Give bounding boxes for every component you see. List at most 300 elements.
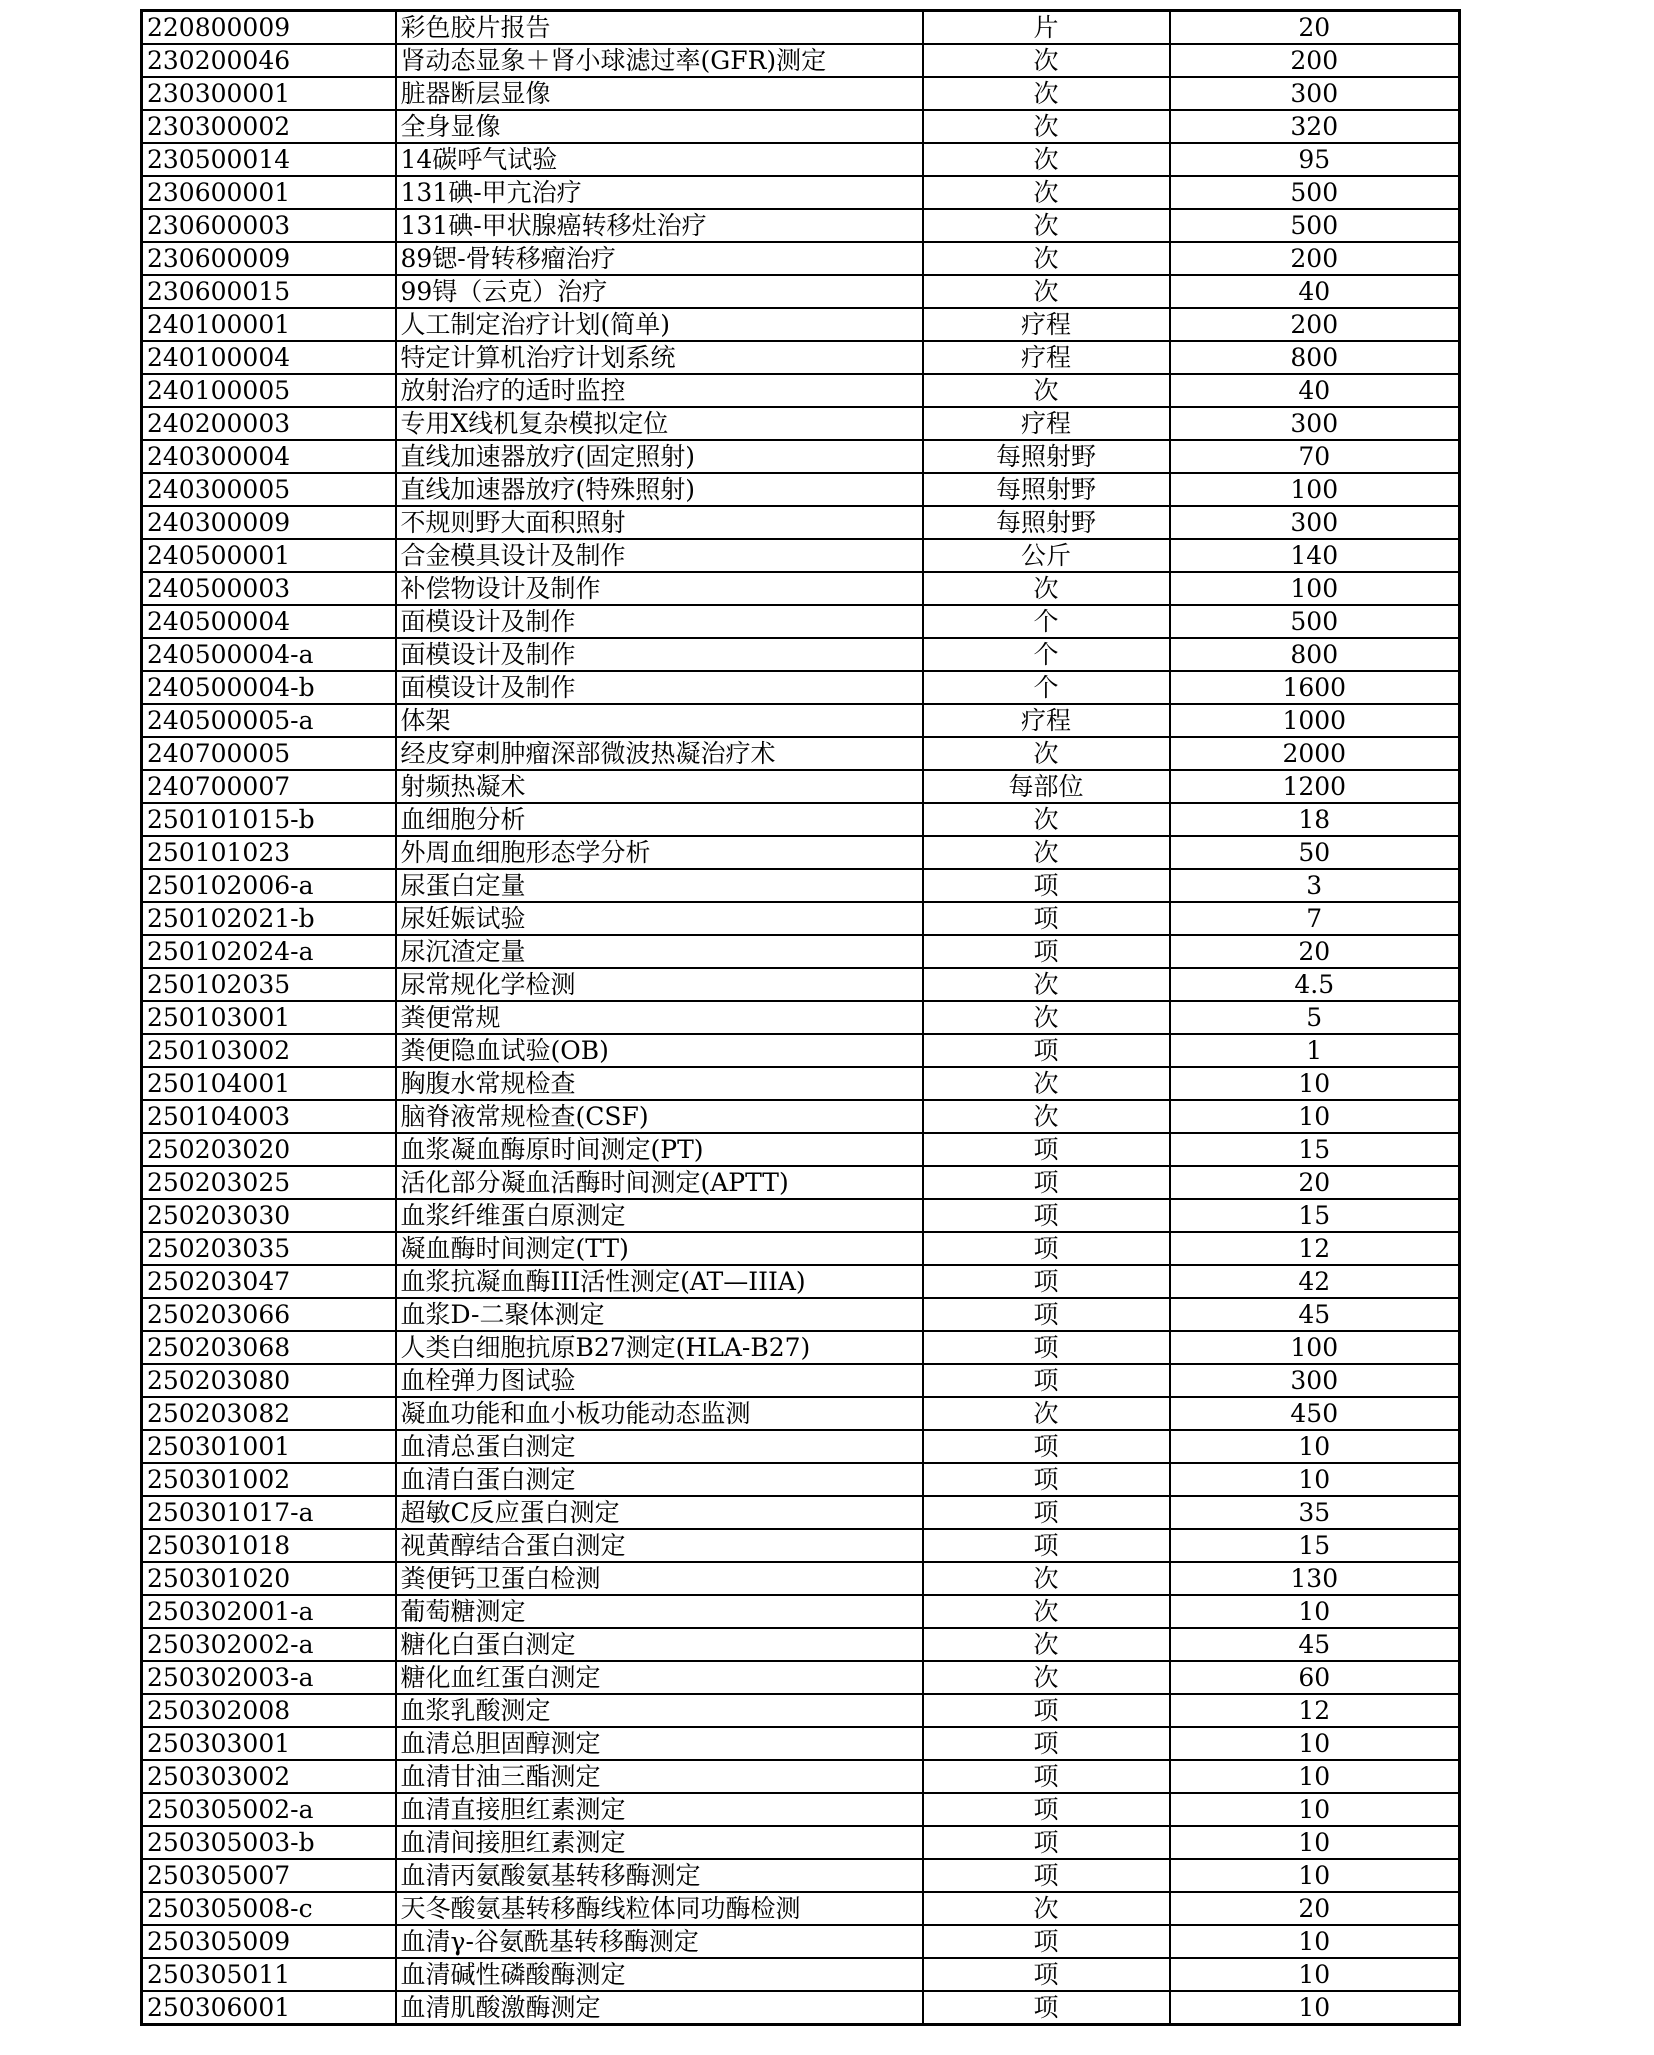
- item-price-cell: 20: [1170, 11, 1460, 45]
- item-code-cell: 230200046: [142, 44, 396, 77]
- table-row: [142, 1760, 1460, 1793]
- table-row: [142, 1133, 1460, 1166]
- item-price-cell: 10: [1170, 1859, 1460, 1892]
- item-code-cell: 250104001: [142, 1067, 396, 1100]
- item-price-cell: 500: [1170, 176, 1460, 209]
- table-row: [142, 1694, 1460, 1727]
- item-name-cell: 血清直接胆红素测定: [396, 1793, 923, 1826]
- item-code-cell: 240300009: [142, 506, 396, 539]
- item-price-cell: 800: [1170, 341, 1460, 374]
- table-row: [142, 1397, 1460, 1430]
- item-name-cell: 人类白细胞抗原B27测定(HLA-B27): [396, 1331, 923, 1364]
- item-price-cell: 100: [1170, 572, 1460, 605]
- item-code-cell: 240300005: [142, 473, 396, 506]
- table-row: [142, 1991, 1460, 2025]
- item-unit-cell: 次: [923, 836, 1170, 869]
- item-price-cell: 10: [1170, 1793, 1460, 1826]
- item-code-cell: 250303001: [142, 1727, 396, 1760]
- table-row: [142, 902, 1460, 935]
- item-name-cell: 专用X线机复杂模拟定位: [396, 407, 923, 440]
- table-row: [142, 803, 1460, 836]
- item-unit-cell: 次: [923, 1067, 1170, 1100]
- table-row: [142, 1562, 1460, 1595]
- item-price-cell: 300: [1170, 77, 1460, 110]
- item-unit-cell: 次: [923, 1892, 1170, 1925]
- item-name-cell: 体架: [396, 704, 923, 737]
- item-code-cell: 250301001: [142, 1430, 396, 1463]
- item-unit-cell: 项: [923, 935, 1170, 968]
- item-name-cell: 胸腹水常规检查: [396, 1067, 923, 1100]
- item-code-cell: 240500004: [142, 605, 396, 638]
- table-row: [142, 1496, 1460, 1529]
- item-unit-cell: 公斤: [923, 539, 1170, 572]
- item-price-cell: 500: [1170, 605, 1460, 638]
- item-price-cell: 130: [1170, 1562, 1460, 1595]
- table-row: [142, 374, 1460, 407]
- item-code-cell: 240500001: [142, 539, 396, 572]
- item-unit-cell: 次: [923, 374, 1170, 407]
- table-row: [142, 1628, 1460, 1661]
- item-price-cell: 15: [1170, 1529, 1460, 1562]
- item-price-cell: 45: [1170, 1628, 1460, 1661]
- item-price-cell: 300: [1170, 1364, 1460, 1397]
- item-code-cell: 230300002: [142, 110, 396, 143]
- item-name-cell: 血清总胆固醇测定: [396, 1727, 923, 1760]
- item-price-cell: 10: [1170, 1595, 1460, 1628]
- item-unit-cell: 次: [923, 44, 1170, 77]
- item-name-cell: 131碘-甲亢治疗: [396, 176, 923, 209]
- item-price-cell: 10: [1170, 1991, 1460, 2025]
- item-code-cell: 250203020: [142, 1133, 396, 1166]
- item-name-cell: 肾动态显象＋肾小球滤过率(GFR)测定: [396, 44, 923, 77]
- table-row: [142, 176, 1460, 209]
- item-price-cell: 10: [1170, 1727, 1460, 1760]
- item-code-cell: 230300001: [142, 77, 396, 110]
- item-code-cell: 250302001-a: [142, 1595, 396, 1628]
- item-unit-cell: 项: [923, 1826, 1170, 1859]
- item-name-cell: 血浆抗凝血酶III活性测定(AT—IIIA): [396, 1265, 923, 1298]
- item-code-cell: 250302008: [142, 1694, 396, 1727]
- item-name-cell: 经皮穿刺肿瘤深部微波热凝治疗术: [396, 737, 923, 770]
- item-name-cell: 尿蛋白定量: [396, 869, 923, 902]
- item-price-cell: 70: [1170, 440, 1460, 473]
- item-unit-cell: 次: [923, 77, 1170, 110]
- item-name-cell: 89锶-骨转移瘤治疗: [396, 242, 923, 275]
- table-row: [142, 11, 1460, 45]
- item-unit-cell: 项: [923, 1925, 1170, 1958]
- item-unit-cell: 项: [923, 1331, 1170, 1364]
- table-row: [142, 770, 1460, 803]
- item-code-cell: 240700007: [142, 770, 396, 803]
- item-name-cell: 视黄醇结合蛋白测定: [396, 1529, 923, 1562]
- item-name-cell: 脏器断层显像: [396, 77, 923, 110]
- item-unit-cell: 每照射野: [923, 440, 1170, 473]
- item-name-cell: 直线加速器放疗(固定照射): [396, 440, 923, 473]
- item-price-cell: 10: [1170, 1430, 1460, 1463]
- item-price-cell: 60: [1170, 1661, 1460, 1694]
- item-name-cell: 面模设计及制作: [396, 605, 923, 638]
- item-price-cell: 10: [1170, 1826, 1460, 1859]
- item-code-cell: 250302002-a: [142, 1628, 396, 1661]
- item-name-cell: 99锝（云克）治疗: [396, 275, 923, 308]
- item-name-cell: 血清丙氨酸氨基转移酶测定: [396, 1859, 923, 1892]
- item-name-cell: 全身显像: [396, 110, 923, 143]
- table-row: [142, 836, 1460, 869]
- item-unit-cell: 疗程: [923, 308, 1170, 341]
- item-name-cell: 尿沉渣定量: [396, 935, 923, 968]
- item-name-cell: 特定计算机治疗计划系统: [396, 341, 923, 374]
- item-code-cell: 250203047: [142, 1265, 396, 1298]
- item-price-cell: 1: [1170, 1034, 1460, 1067]
- item-name-cell: 血清间接胆红素测定: [396, 1826, 923, 1859]
- item-unit-cell: 次: [923, 110, 1170, 143]
- item-unit-cell: 项: [923, 1265, 1170, 1298]
- item-unit-cell: 次: [923, 1001, 1170, 1034]
- item-price-cell: 20: [1170, 935, 1460, 968]
- item-code-cell: 250305002-a: [142, 1793, 396, 1826]
- item-price-cell: 10: [1170, 1925, 1460, 1958]
- table-row: [142, 1034, 1460, 1067]
- table-row: [142, 77, 1460, 110]
- item-name-cell: 糖化血红蛋白测定: [396, 1661, 923, 1694]
- item-price-cell: 20: [1170, 1892, 1460, 1925]
- table-row: [142, 671, 1460, 704]
- item-unit-cell: 次: [923, 242, 1170, 275]
- item-code-cell: 250102024-a: [142, 935, 396, 968]
- item-price-cell: 40: [1170, 374, 1460, 407]
- item-price-cell: 42: [1170, 1265, 1460, 1298]
- item-code-cell: 250203066: [142, 1298, 396, 1331]
- item-name-cell: 血浆纤维蛋白原测定: [396, 1199, 923, 1232]
- table-row: [142, 539, 1460, 572]
- item-code-cell: 250103001: [142, 1001, 396, 1034]
- item-name-cell: 血清白蛋白测定: [396, 1463, 923, 1496]
- item-name-cell: 粪便常规: [396, 1001, 923, 1034]
- item-code-cell: 240500003: [142, 572, 396, 605]
- item-code-cell: 250101015-b: [142, 803, 396, 836]
- item-unit-cell: 疗程: [923, 407, 1170, 440]
- table-row: [142, 572, 1460, 605]
- item-price-cell: 2000: [1170, 737, 1460, 770]
- item-price-cell: 95: [1170, 143, 1460, 176]
- item-unit-cell: 次: [923, 1397, 1170, 1430]
- table-row: [142, 308, 1460, 341]
- item-code-cell: 240200003: [142, 407, 396, 440]
- item-code-cell: 240500005-a: [142, 704, 396, 737]
- item-price-cell: 1200: [1170, 770, 1460, 803]
- item-code-cell: 250203080: [142, 1364, 396, 1397]
- table-row: [142, 44, 1460, 77]
- table-row: [142, 869, 1460, 902]
- table-row: [142, 275, 1460, 308]
- item-name-cell: 血清碱性磷酸酶测定: [396, 1958, 923, 1991]
- item-code-cell: 220800009: [142, 11, 396, 45]
- item-unit-cell: 项: [923, 1463, 1170, 1496]
- item-code-cell: 240500004-b: [142, 671, 396, 704]
- item-name-cell: 尿妊娠试验: [396, 902, 923, 935]
- item-unit-cell: 项: [923, 1232, 1170, 1265]
- table-row: [142, 1430, 1460, 1463]
- item-price-cell: 45: [1170, 1298, 1460, 1331]
- table-row: [142, 1100, 1460, 1133]
- item-price-cell: 100: [1170, 473, 1460, 506]
- item-name-cell: 面模设计及制作: [396, 638, 923, 671]
- item-price-cell: 15: [1170, 1199, 1460, 1232]
- item-code-cell: 250203030: [142, 1199, 396, 1232]
- price-table-body: [142, 11, 1460, 2025]
- item-code-cell: 250305008-c: [142, 1892, 396, 1925]
- price-table: [140, 9, 1461, 2026]
- item-name-cell: 血浆乳酸测定: [396, 1694, 923, 1727]
- table-row: [142, 1529, 1460, 1562]
- item-code-cell: 250301018: [142, 1529, 396, 1562]
- item-unit-cell: 项: [923, 1859, 1170, 1892]
- item-name-cell: 血清肌酸激酶测定: [396, 1991, 923, 2025]
- item-name-cell: 血栓弹力图试验: [396, 1364, 923, 1397]
- table-row: [142, 1067, 1460, 1100]
- item-price-cell: 35: [1170, 1496, 1460, 1529]
- table-row: [142, 341, 1460, 374]
- item-price-cell: 140: [1170, 539, 1460, 572]
- item-unit-cell: 项: [923, 1793, 1170, 1826]
- item-price-cell: 40: [1170, 275, 1460, 308]
- item-price-cell: 300: [1170, 407, 1460, 440]
- item-code-cell: 240100004: [142, 341, 396, 374]
- table-row: [142, 1826, 1460, 1859]
- table-row: [142, 1199, 1460, 1232]
- item-name-cell: 尿常规化学检测: [396, 968, 923, 1001]
- item-unit-cell: 个: [923, 638, 1170, 671]
- item-name-cell: 粪便钙卫蛋白检测: [396, 1562, 923, 1595]
- table-row: [142, 1166, 1460, 1199]
- table-row: [142, 1001, 1460, 1034]
- table-row: [142, 1925, 1460, 1958]
- item-unit-cell: 项: [923, 1760, 1170, 1793]
- item-unit-cell: 项: [923, 1727, 1170, 1760]
- item-unit-cell: 疗程: [923, 704, 1170, 737]
- table-row: [142, 1958, 1460, 1991]
- item-price-cell: 100: [1170, 1331, 1460, 1364]
- item-price-cell: 15: [1170, 1133, 1460, 1166]
- item-name-cell: 粪便隐血试验(OB): [396, 1034, 923, 1067]
- item-unit-cell: 项: [923, 1199, 1170, 1232]
- item-name-cell: 血清甘油三酯测定: [396, 1760, 923, 1793]
- item-price-cell: 12: [1170, 1694, 1460, 1727]
- item-name-cell: 凝血功能和血小板功能动态监测: [396, 1397, 923, 1430]
- item-code-cell: 250203082: [142, 1397, 396, 1430]
- item-unit-cell: 项: [923, 1991, 1170, 2025]
- item-price-cell: 200: [1170, 44, 1460, 77]
- item-code-cell: 250102035: [142, 968, 396, 1001]
- item-name-cell: 血细胞分析: [396, 803, 923, 836]
- table-row: [142, 1298, 1460, 1331]
- item-code-cell: 250301017-a: [142, 1496, 396, 1529]
- item-unit-cell: 每照射野: [923, 506, 1170, 539]
- item-code-cell: 250305003-b: [142, 1826, 396, 1859]
- table-row: [142, 1331, 1460, 1364]
- table-row: [142, 506, 1460, 539]
- item-name-cell: 脑脊液常规检查(CSF): [396, 1100, 923, 1133]
- item-unit-cell: 次: [923, 968, 1170, 1001]
- item-unit-cell: 次: [923, 1628, 1170, 1661]
- table-row: [142, 638, 1460, 671]
- item-price-cell: 50: [1170, 836, 1460, 869]
- table-row: [142, 1727, 1460, 1760]
- item-name-cell: 不规则野大面积照射: [396, 506, 923, 539]
- item-price-cell: 20: [1170, 1166, 1460, 1199]
- item-code-cell: 250305009: [142, 1925, 396, 1958]
- item-unit-cell: 次: [923, 1595, 1170, 1628]
- item-price-cell: 10: [1170, 1100, 1460, 1133]
- item-code-cell: 250302003-a: [142, 1661, 396, 1694]
- item-name-cell: 血清总蛋白测定: [396, 1430, 923, 1463]
- item-name-cell: 血浆D-二聚体测定: [396, 1298, 923, 1331]
- item-code-cell: 250305007: [142, 1859, 396, 1892]
- item-unit-cell: 次: [923, 176, 1170, 209]
- item-unit-cell: 次: [923, 1100, 1170, 1133]
- item-name-cell: 凝血酶时间测定(TT): [396, 1232, 923, 1265]
- table-row: [142, 605, 1460, 638]
- item-price-cell: 18: [1170, 803, 1460, 836]
- table-row: [142, 1232, 1460, 1265]
- item-price-cell: 10: [1170, 1760, 1460, 1793]
- table-row: [142, 704, 1460, 737]
- item-price-cell: 12: [1170, 1232, 1460, 1265]
- item-name-cell: 超敏C反应蛋白测定: [396, 1496, 923, 1529]
- item-price-cell: 5: [1170, 1001, 1460, 1034]
- item-code-cell: 250301002: [142, 1463, 396, 1496]
- table-row: [142, 143, 1460, 176]
- item-code-cell: 240500004-a: [142, 638, 396, 671]
- item-code-cell: 230600015: [142, 275, 396, 308]
- item-code-cell: 250203025: [142, 1166, 396, 1199]
- item-code-cell: 250103002: [142, 1034, 396, 1067]
- item-code-cell: 230600009: [142, 242, 396, 275]
- item-name-cell: 放射治疗的适时监控: [396, 374, 923, 407]
- item-price-cell: 200: [1170, 242, 1460, 275]
- item-name-cell: 天冬酸氨基转移酶线粒体同功酶检测: [396, 1892, 923, 1925]
- item-price-cell: 300: [1170, 506, 1460, 539]
- item-code-cell: 250101023: [142, 836, 396, 869]
- item-unit-cell: 次: [923, 1562, 1170, 1595]
- table-row: [142, 440, 1460, 473]
- item-unit-cell: 次: [923, 572, 1170, 605]
- item-code-cell: 250306001: [142, 1991, 396, 2025]
- item-unit-cell: 疗程: [923, 341, 1170, 374]
- item-price-cell: 1600: [1170, 671, 1460, 704]
- item-name-cell: 合金模具设计及制作: [396, 539, 923, 572]
- item-unit-cell: 项: [923, 869, 1170, 902]
- table-row: [142, 1463, 1460, 1496]
- item-price-cell: 3: [1170, 869, 1460, 902]
- item-unit-cell: 次: [923, 737, 1170, 770]
- item-unit-cell: 项: [923, 1496, 1170, 1529]
- table-row: [142, 1859, 1460, 1892]
- item-name-cell: 活化部分凝血活酶时间测定(APTT): [396, 1166, 923, 1199]
- item-unit-cell: 项: [923, 1364, 1170, 1397]
- item-code-cell: 250305011: [142, 1958, 396, 1991]
- table-row: [142, 1595, 1460, 1628]
- item-code-cell: 250102021-b: [142, 902, 396, 935]
- table-row: [142, 935, 1460, 968]
- item-unit-cell: 个: [923, 671, 1170, 704]
- item-code-cell: 230600001: [142, 176, 396, 209]
- item-code-cell: 250303002: [142, 1760, 396, 1793]
- item-unit-cell: 次: [923, 1661, 1170, 1694]
- item-unit-cell: 项: [923, 1958, 1170, 1991]
- item-name-cell: 血清γ-谷氨酰基转移酶测定: [396, 1925, 923, 1958]
- item-name-cell: 面模设计及制作: [396, 671, 923, 704]
- item-name-cell: 葡萄糖测定: [396, 1595, 923, 1628]
- item-name-cell: 糖化白蛋白测定: [396, 1628, 923, 1661]
- item-unit-cell: 项: [923, 1529, 1170, 1562]
- item-name-cell: 131碘-甲状腺癌转移灶治疗: [396, 209, 923, 242]
- item-code-cell: 250203068: [142, 1331, 396, 1364]
- item-price-cell: 800: [1170, 638, 1460, 671]
- item-name-cell: 射频热凝术: [396, 770, 923, 803]
- table-row: [142, 242, 1460, 275]
- item-name-cell: 补偿物设计及制作: [396, 572, 923, 605]
- item-price-cell: 10: [1170, 1958, 1460, 1991]
- table-row: [142, 1892, 1460, 1925]
- item-code-cell: 250104003: [142, 1100, 396, 1133]
- item-price-cell: 450: [1170, 1397, 1460, 1430]
- table-row: [142, 1265, 1460, 1298]
- table-row: [142, 1661, 1460, 1694]
- item-unit-cell: 项: [923, 902, 1170, 935]
- item-unit-cell: 项: [923, 1694, 1170, 1727]
- item-unit-cell: 片: [923, 11, 1170, 45]
- item-name-cell: 血浆凝血酶原时间测定(PT): [396, 1133, 923, 1166]
- item-code-cell: 250102006-a: [142, 869, 396, 902]
- table-row: [142, 209, 1460, 242]
- item-code-cell: 240100001: [142, 308, 396, 341]
- table-row: [142, 473, 1460, 506]
- item-name-cell: 直线加速器放疗(特殊照射): [396, 473, 923, 506]
- table-row: [142, 1364, 1460, 1397]
- item-name-cell: 外周血细胞形态学分析: [396, 836, 923, 869]
- item-unit-cell: 次: [923, 803, 1170, 836]
- item-name-cell: 彩色胶片报告: [396, 11, 923, 45]
- item-price-cell: 200: [1170, 308, 1460, 341]
- table-row: [142, 1793, 1460, 1826]
- item-name-cell: 人工制定治疗计划(简单): [396, 308, 923, 341]
- item-unit-cell: 项: [923, 1166, 1170, 1199]
- item-unit-cell: 次: [923, 209, 1170, 242]
- item-unit-cell: 每照射野: [923, 473, 1170, 506]
- item-code-cell: 240100005: [142, 374, 396, 407]
- item-unit-cell: 个: [923, 605, 1170, 638]
- item-price-cell: 10: [1170, 1067, 1460, 1100]
- item-price-cell: 1000: [1170, 704, 1460, 737]
- item-price-cell: 4.5: [1170, 968, 1460, 1001]
- table-row: [142, 110, 1460, 143]
- table-row: [142, 968, 1460, 1001]
- item-unit-cell: 次: [923, 275, 1170, 308]
- table-row: [142, 407, 1460, 440]
- item-unit-cell: 项: [923, 1298, 1170, 1331]
- item-code-cell: 240700005: [142, 737, 396, 770]
- item-price-cell: 500: [1170, 209, 1460, 242]
- item-unit-cell: 项: [923, 1133, 1170, 1166]
- item-code-cell: 250301020: [142, 1562, 396, 1595]
- item-code-cell: 250203035: [142, 1232, 396, 1265]
- item-unit-cell: 项: [923, 1430, 1170, 1463]
- item-price-cell: 10: [1170, 1463, 1460, 1496]
- item-unit-cell: 项: [923, 1034, 1170, 1067]
- item-price-cell: 320: [1170, 110, 1460, 143]
- item-unit-cell: 每部位: [923, 770, 1170, 803]
